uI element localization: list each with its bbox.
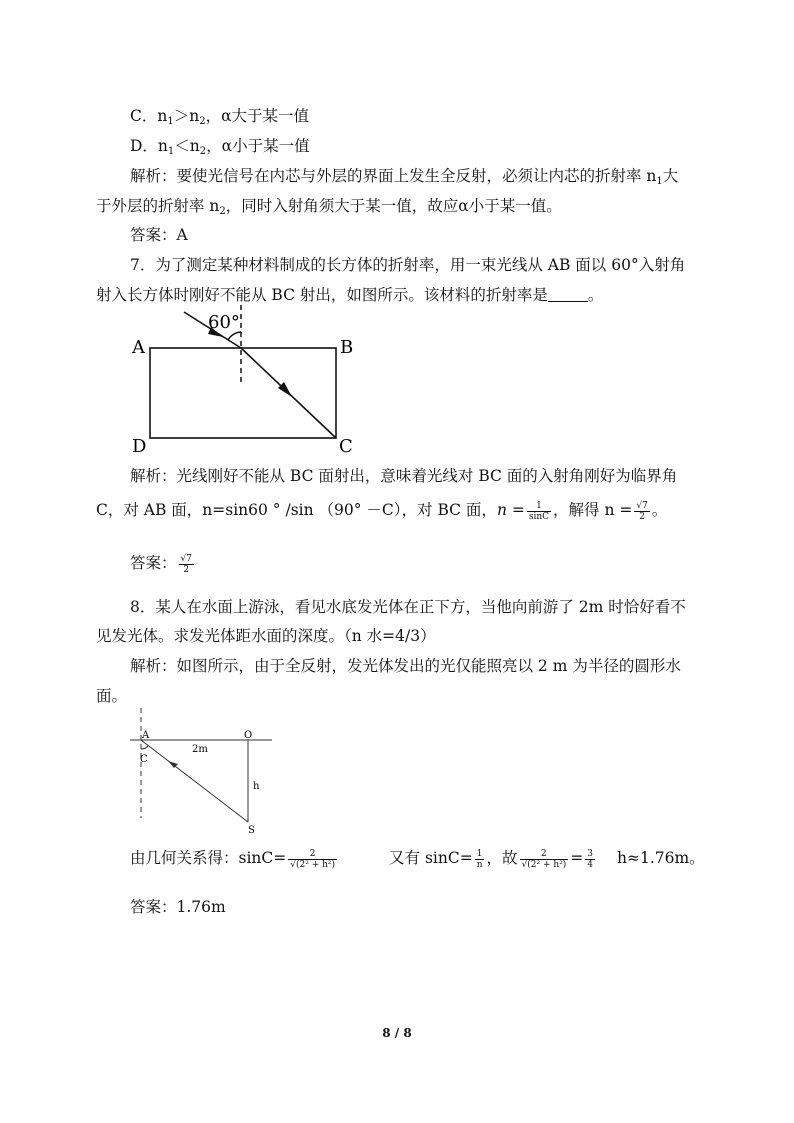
answer-7-label: 答案： [130, 554, 177, 572]
block-rectangle [150, 348, 336, 438]
relation-text-e: h≈1.76m。 [617, 849, 705, 867]
option-d [130, 136, 310, 162]
analysis-7-text-c: 。 [651, 501, 668, 519]
analysis-6-text-a: 解析：要使光信号在内芯与外层的界面上发生全反射，必须让内芯的折射率 n [130, 167, 657, 185]
relation-f3-num: 2 [520, 849, 569, 860]
analysis-6-sub2: 2 [219, 206, 226, 217]
relation-f1-num: 2 [288, 849, 337, 860]
analysis-7-text-a: C，对 AB 面，n=sin60 ° /sin （90° －C），对 BC 面， [96, 501, 497, 519]
critical-angle-label: C [140, 754, 148, 765]
option-d-text-a: D．n [130, 137, 168, 155]
relation-fraction-3 [520, 849, 569, 870]
relation-text-c: ，故 [486, 849, 518, 867]
option-d-text-b: ＜n [174, 137, 200, 155]
figure-rectangle-refraction [120, 300, 370, 460]
relation-text-a: 由几何关系得：sinC= [130, 849, 287, 867]
critical-angle-arc [141, 746, 148, 749]
angle-arc [228, 332, 241, 340]
analysis-7-fraction-2 [634, 501, 649, 522]
option-c-sub1: 1 [167, 116, 174, 127]
option-d-sub2: 2 [199, 146, 207, 157]
analysis-8-line-2: 面。 [96, 687, 128, 705]
relation-fraction-4 [585, 849, 595, 870]
question-8-line-2: 见发光体。求发光体距水面的深度。（n 水=4/3） [96, 627, 436, 645]
relation-equals: = [570, 849, 584, 867]
option-c-text-c: ，α大于某一值 [205, 107, 310, 125]
analysis-7-fraction-1 [527, 501, 551, 522]
analysis-6-text-c: 于外层的折射率 n [96, 197, 220, 215]
corner-c: C [339, 436, 353, 457]
page-number: 8 / 8 [382, 1026, 412, 1040]
analysis-6-sub1: 1 [656, 176, 663, 187]
analysis-7-line-2 [96, 500, 667, 522]
relation-f2-num: 1 [475, 849, 485, 860]
figure-water-depth [120, 700, 290, 840]
answer-7-denominator: 2 [183, 564, 190, 575]
analysis-7-n-eq: n = [496, 501, 525, 519]
answer-7-numerator: √7 [180, 553, 192, 564]
point-a-label: A [142, 730, 150, 741]
question-7-line-1: 7．为了测定某种材料制成的长方体的折射率，用一束光线从 AB 面以 60°入射角 [130, 256, 686, 274]
answer-8: 答案：1.76m [130, 898, 226, 916]
question-7-text: 射入长方体时刚好不能从 BC 射出，如图所示。该材料的折射率是 [96, 286, 548, 304]
option-c-text-a: C．n [130, 107, 168, 125]
corner-b: B [340, 337, 354, 358]
analysis-7-line-1: 解析：光线刚好不能从 BC 面射出，意味着光线对 BC 面的入射角刚好为临界角 [130, 467, 678, 485]
geometry-relation [130, 848, 705, 870]
point-o-label: O [244, 730, 253, 741]
corner-a: A [132, 337, 145, 358]
fraction-1-numerator: 1 [527, 501, 551, 512]
relation-f1-den: √(2² + h²) [290, 859, 336, 870]
option-c-text-b: ＞n [173, 107, 200, 125]
relation-f4-den: 4 [587, 859, 593, 870]
relation-f2-den: n [476, 859, 483, 870]
analysis-8-line-1: 解析：如图所示，由于全反射，发光体发出的光仅能照亮以 2 m 为半径的圆形水 [130, 657, 681, 675]
fraction-1-denominator: sinC [528, 511, 550, 522]
answer-6: 答案：A [130, 226, 188, 244]
relation-text-b: 又有 sinC= [389, 849, 473, 867]
analysis-6-line-2 [96, 196, 562, 222]
distance-label: 2m [192, 744, 208, 755]
analysis-6-line-1 [130, 166, 678, 192]
fraction-2-numerator: √7 [636, 500, 648, 511]
question-7-end: 。 [587, 286, 604, 304]
option-c [130, 106, 309, 132]
answer-blank [548, 287, 588, 302]
option-c-sub2: 2 [199, 116, 206, 127]
angle-label: 60° [208, 312, 240, 333]
analysis-7-text-b: ，解得 n = [553, 501, 633, 519]
relation-f3-den: √(2² + h²) [521, 859, 567, 870]
analysis-6-text-d: ，同时入射角须大于某一值，故应α小于某一值。 [225, 197, 562, 215]
depth-label: h [253, 781, 260, 792]
option-d-text-c: ，α小于某一值 [206, 137, 310, 155]
fraction-2-denominator: 2 [639, 511, 645, 522]
relation-f4-num: 3 [587, 848, 593, 859]
relation-fraction-2 [475, 849, 485, 870]
question-8-line-1: 8．某人在水面上游泳，看见水底发光体在正下方，当他向前游了 2m 时恰好看不 [130, 598, 686, 616]
relation-fraction-1 [288, 849, 337, 870]
source-s-label: S [248, 825, 255, 836]
answer-7 [130, 553, 196, 575]
answer-7-fraction [179, 554, 194, 575]
corner-d: D [132, 436, 147, 457]
option-d-sub1: 1 [167, 146, 175, 157]
analysis-6-text-b: 大 [662, 167, 679, 185]
